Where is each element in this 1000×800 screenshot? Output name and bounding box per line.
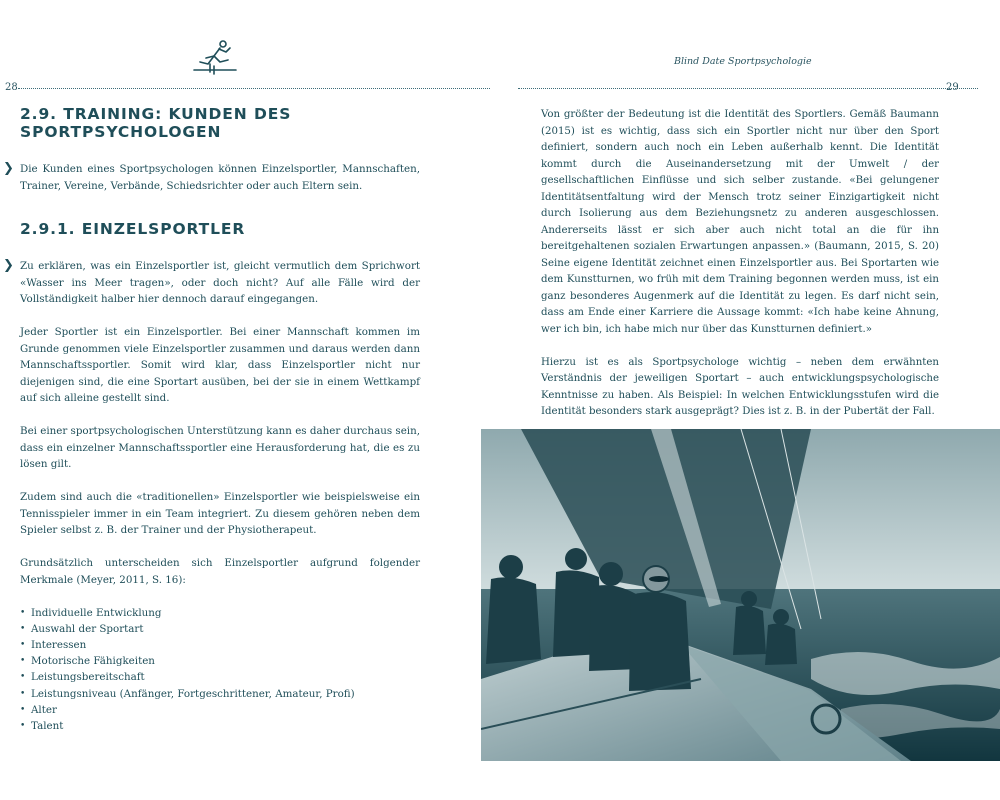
chevron-right-icon: ❯ <box>3 161 14 176</box>
page-number-right: 29 <box>946 82 959 93</box>
sailing-photo-illustration <box>481 429 1000 761</box>
chevron-right-icon: ❯ <box>3 258 14 273</box>
intro-text: Die Kunden eines Sportpsychologen können Einzelsportler, Mannschaften, Trainer, Vereine, Verbände, Schiedsrichter oder auch Eltern sein. <box>20 163 420 192</box>
intro-paragraph <box>3 161 420 194</box>
body-paragraph: Zudem sind auch die «traditionellen» Einzelsportler wie beispielsweise ein Tennisspieler immer in ein Team integriert. Zu diesem gehören neben dem Spieler selbst z. B. der Trainer und der Physiotherapeut. <box>20 491 420 536</box>
body-paragraph: Jeder Sportler ist ein Einzelsportler. Bei einer Mannschaft kommen im Grunde genommen viele Einzelsportler zusammen und daraus werden dann Mannschaftssportler. Somit wird klar, dass Einzelsportler nicht nur diejenigen sind, die eine Sportart ausüben, bei der sie in einem Wettkampf auf sich alleine gestellt sind. <box>20 326 420 404</box>
list-item: • Interessen <box>20 637 420 653</box>
body-paragraph <box>3 258 420 308</box>
body-paragraph: Bei einer sportpsychologischen Unterstützung kann es daher durchaus sein, dass ein einzelner Mannschaftssportler eine Herausforderung hat, die es zu lösen gilt. <box>20 425 420 470</box>
subsection-heading: 2.9.1. EINZELSPORTLER <box>20 220 246 238</box>
list-item: • Motorische Fähigkeiten <box>20 653 420 669</box>
hurdler-icon <box>190 38 242 78</box>
list-item: • Auswahl der Sportart <box>20 621 420 637</box>
running-title: Blind Date Sportpsychologie <box>674 56 812 67</box>
feature-list <box>20 605 420 735</box>
body-paragraph: Hierzu ist es als Sportpsychologe wichtig – neben dem erwähnten Verständnis der jeweiligen Sportart – auch entwicklungspsychologische Kenntnisse zu haben. Als Beispiel: In welchen Entwicklungsstufen wird die Identität besonders stark ausgeprägt? Dies ist z. B. in der Pubertät der Fall. <box>541 356 939 417</box>
list-item: • Individuelle Entwicklung <box>20 605 420 621</box>
header-divider-left <box>18 88 490 89</box>
left-page-column <box>3 105 420 734</box>
list-item: • Talent <box>20 718 420 734</box>
header-divider-right <box>518 88 978 89</box>
body-paragraph: Von größter der Bedeutung ist die Identität des Sportlers. Gemäß Baumann (2015) ist es wichtig, dass sich ein Sportler nicht nur über den Sport definiert, sondern auch noch ein Leben außerhalb kennt. Die Identität kommt durch die Auseinandersetzung mit der Umwelt / der gesellschaftlichen Einflüsse und sich selber zustande. «Bei gelungener Identitätsentfaltung wird der Mensch trotz seiner Einzigartigkeit nicht durch Isolierung aus dem Beziehungsnetz zu anderen ausgeschlossen. Andererseits lässt er sich aber auch nicht total an die für ihn bereitgehaltenen sozialen Erwartungen anpassen.» (Baumann, 2015, S. 20) Seine eigene Identität zeichnet einen Einzelsportler aus. Bei Sportarten wie dem Kunstturnen, wo früh mit dem Training begonnen werden muss, ist ein ganz besonderes Augenmerk auf die Identität zu legen. Es darf nicht sein, dass am Ende einer Karriere die Aussage kommt: «Ich habe keine Ahnung, wer ich bin, ich habe mich nur über das Kunstturnen definiert.» <box>541 109 939 335</box>
page-number-left: 28 <box>5 82 18 93</box>
section-heading: 2.9. TRAINING: KUNDEN DES SPORTPSYCHOLOGEN <box>20 105 292 141</box>
list-item: • Alter <box>20 702 420 718</box>
body-paragraph: Grundsätzlich unterscheiden sich Einzelsportler aufgrund folgender Merkmale (Meyer, 2011, S. 16): <box>20 557 420 586</box>
body-paragraph-text: Zu erklären, was ein Einzelsportler ist, gleicht vermutlich dem Sprichwort «Wasser ins Meer tragen», oder doch nicht? Auf alle Fälle wird der Vollständigkeit halber hier dennoch darauf eingegangen. <box>20 260 420 305</box>
list-item: • Leistungsniveau (Anfänger, Fortgeschrittener, Amateur, Profi) <box>20 686 420 702</box>
sailing-crew-photo <box>481 429 1000 761</box>
list-item: • Leistungsbereitschaft <box>20 669 420 685</box>
right-page-column <box>541 107 939 437</box>
